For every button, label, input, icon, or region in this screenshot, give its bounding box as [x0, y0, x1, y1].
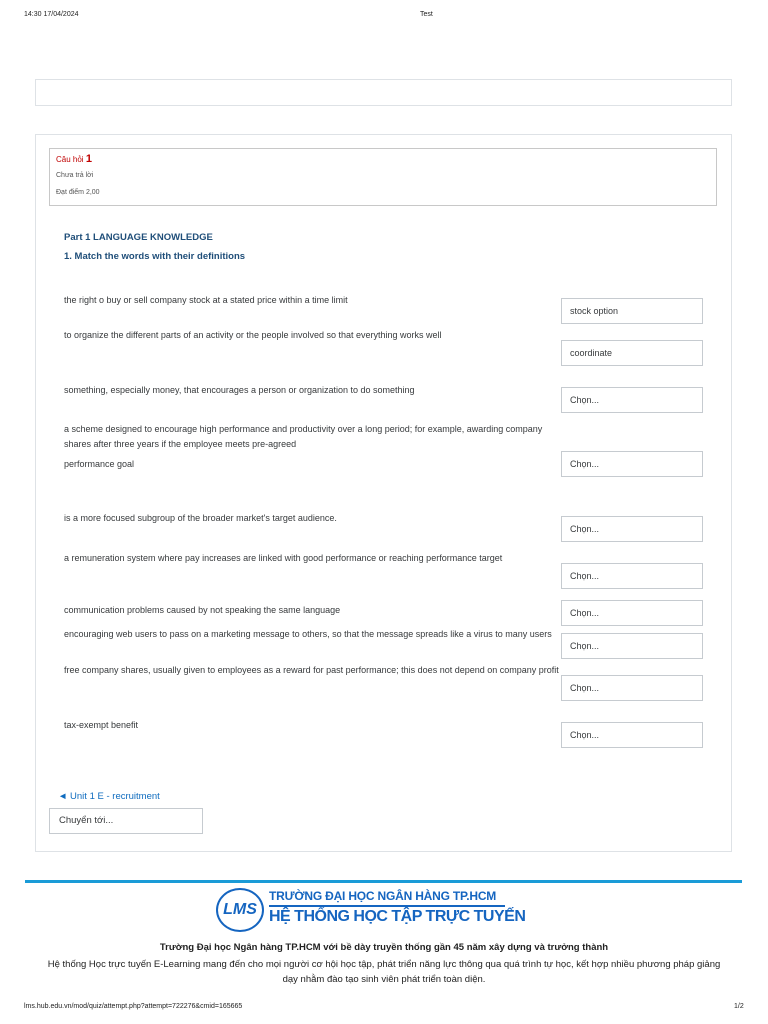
- prev-activity-link[interactable]: ◄ Unit 1 E - recruitment: [58, 791, 160, 802]
- footer-title: Trường Đại học Ngân hàng TP.HCM với bề dày truyền thống gần 45 năm xây dựng và trưởng thành: [159, 942, 609, 953]
- logo-university-name: TRƯỜNG ĐẠI HỌC NGÂN HÀNG TP.HCM: [269, 889, 497, 903]
- match-select[interactable]: coordinate: [561, 340, 703, 366]
- definition-text: a scheme designed to encourage high performance and productivity over a long period; for example, awarding company shares after three years if the employee meets pre-agreed: [64, 424, 543, 449]
- definition-text: to organize the different parts of an activity or the people involved so that everything works well: [64, 330, 442, 340]
- print-timestamp: 14:30 17/04/2024: [24, 11, 79, 18]
- question-label: Câu hỏi: [56, 155, 84, 164]
- task-instruction: 1. Match the words with their definitions: [64, 251, 246, 262]
- lms-logo-mark: LMS: [216, 888, 264, 932]
- match-select[interactable]: Chọn...: [561, 722, 703, 748]
- match-select[interactable]: Chọn...: [561, 633, 703, 659]
- definition-text-continued: performance goal: [64, 459, 135, 469]
- question-number-value: 1: [85, 153, 92, 165]
- top-empty-box: [35, 79, 732, 106]
- definition-text: is a more focused subgroup of the broader market's target audience.: [64, 513, 337, 523]
- match-select[interactable]: Chọn...: [561, 451, 703, 477]
- match-select[interactable]: Chọn...: [561, 600, 703, 626]
- match-select[interactable]: stock option: [561, 298, 703, 324]
- match-select[interactable]: Chọn...: [561, 387, 703, 413]
- logo-divider: [269, 905, 505, 907]
- print-header: [0, 11, 768, 21]
- definition-text: communication problems caused by not speaking the same language: [64, 605, 341, 615]
- footer-description: Hệ thống Học trực tuyến E-Learning mang đến cho mọi người cơ hội học tập, phát triển năng lực thông qua quá trình tự học, kết hợp nhiều phương pháp giảng dạy nhằm đào tạo sinh viên phát triển toàn diện.: [47, 959, 721, 985]
- definition-text: the right o buy or sell company stock at a stated price within a time limit: [64, 295, 348, 305]
- question-info-box: [49, 148, 717, 206]
- definition-text: encouraging web users to pass on a marketing message to others, so that the message spreads like a virus to many users: [64, 629, 552, 639]
- definition-text: tax-exempt benefit: [64, 720, 139, 730]
- lms-logo: [216, 886, 526, 934]
- print-title: Test: [420, 11, 433, 18]
- question-state: Chưa trả lời: [56, 172, 94, 179]
- footer-divider: [25, 880, 742, 883]
- part-title: Part 1 LANGUAGE KNOWLEDGE: [64, 232, 213, 243]
- print-page-number: 1/2: [734, 1003, 744, 1010]
- definition-text: a remuneration system where pay increases are linked with good performance or reaching performance target: [64, 553, 503, 563]
- match-select[interactable]: Chọn...: [561, 675, 703, 701]
- match-select[interactable]: Chọn...: [561, 563, 703, 589]
- match-select[interactable]: Chọn...: [561, 516, 703, 542]
- question-grade: Đạt điểm 2,00: [56, 189, 100, 196]
- jump-to-select[interactable]: Chuyển tới...: [49, 808, 203, 834]
- question-number: [56, 153, 92, 165]
- definition-text: free company shares, usually given to employees as a reward for past performance; this does not depend on company profit: [64, 665, 559, 675]
- definition-text: something, especially money, that encourages a person or organization to do something: [64, 385, 415, 395]
- logo-system-name: HỆ THỐNG HỌC TẬP TRỰC TUYẾN: [269, 908, 526, 925]
- print-url: lms.hub.edu.vn/mod/quiz/attempt.php?attempt=722276&cmid=165665: [24, 1003, 243, 1010]
